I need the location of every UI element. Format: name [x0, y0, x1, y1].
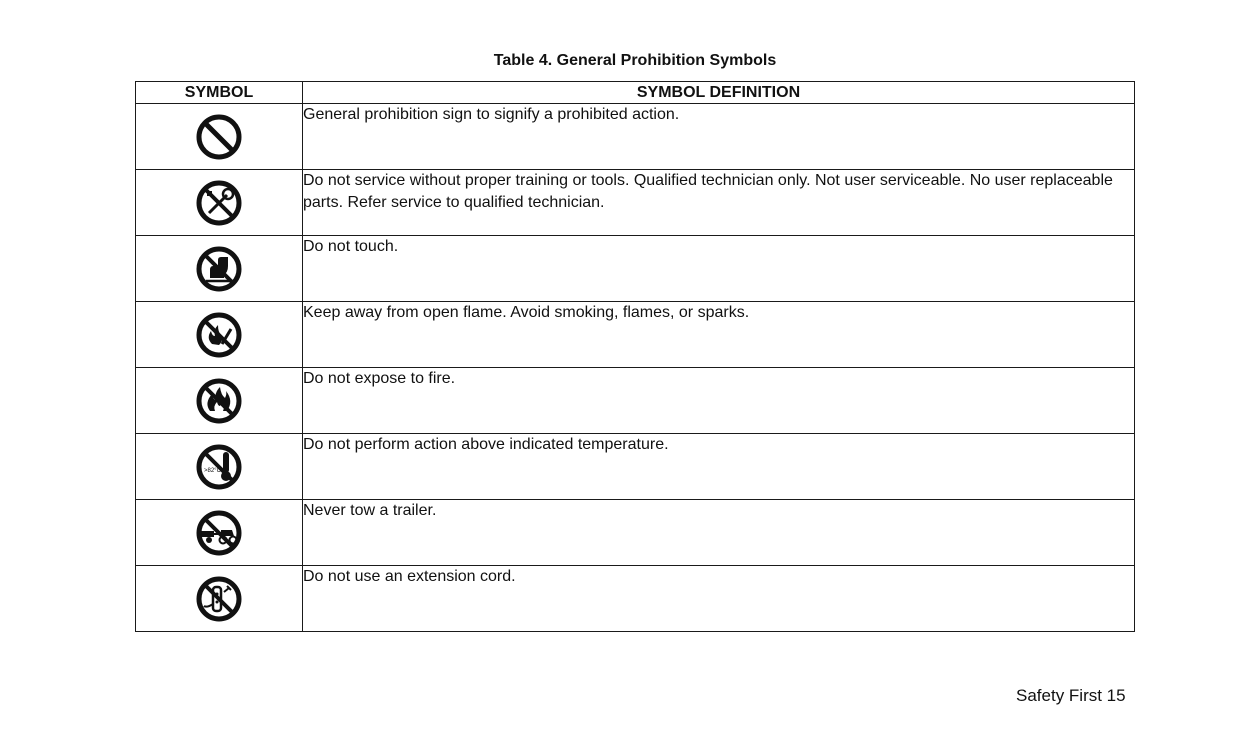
definition-cell: Keep away from open flame. Avoid smoking, flames, or sparks.: [303, 302, 1135, 368]
definition-cell: Do not perform action above indicated temperature.: [303, 434, 1135, 500]
symbol-cell: [136, 566, 303, 632]
definition-cell: Do not service without proper training or tools. Qualified technician only. Not user serviceable. No user replaceable parts. Refer service to qualified technician.: [303, 170, 1135, 236]
no-service-icon: [194, 178, 244, 228]
temperature-label: >82°C: [204, 467, 221, 474]
column-header-symbol: SYMBOL: [136, 82, 303, 104]
page-footer: Safety First 15: [1016, 686, 1126, 705]
symbol-cell: [136, 500, 303, 566]
no-fire-exposure-icon: [194, 376, 244, 426]
temperature-limit-icon: [194, 442, 244, 492]
table-row: [136, 302, 1135, 368]
no-extension-cord-icon: [194, 574, 244, 624]
table-caption: Table 4. General Prohibition Symbols: [493, 52, 777, 69]
no-open-flame-icon: [194, 310, 244, 360]
table-row: [136, 434, 1135, 500]
symbol-cell: [136, 170, 303, 236]
table-row: [136, 236, 1135, 302]
definition-cell: Do not touch.: [303, 236, 1135, 302]
table-row: [136, 500, 1135, 566]
table-row: [136, 566, 1135, 632]
definition-cell: Do not use an extension cord.: [303, 566, 1135, 632]
symbol-cell: [136, 236, 303, 302]
definition-cell: General prohibition sign to signify a prohibited action.: [303, 104, 1135, 170]
table-header-row: [136, 82, 1135, 104]
definition-cell: Do not expose to fire.: [303, 368, 1135, 434]
definition-cell: Never tow a trailer.: [303, 500, 1135, 566]
general-prohibition-icon: [194, 112, 244, 162]
table-row: [136, 170, 1135, 236]
symbol-cell: [136, 368, 303, 434]
table-row: [136, 368, 1135, 434]
column-header-definition: SYMBOL DEFINITION: [303, 82, 1135, 104]
no-trailer-tow-icon: [194, 508, 244, 558]
symbol-cell: [136, 104, 303, 170]
no-touch-icon: [194, 244, 244, 294]
symbol-cell: [136, 434, 303, 500]
prohibition-symbols-table: [135, 81, 1135, 632]
table-row: [136, 104, 1135, 170]
symbol-cell: [136, 302, 303, 368]
